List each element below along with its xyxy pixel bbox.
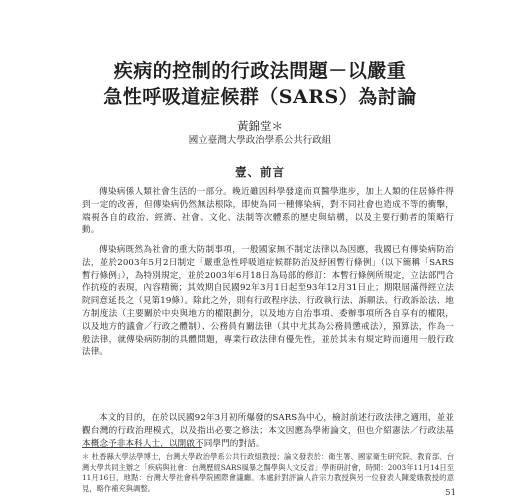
paragraph-text: 傳染病係人類社會生活的一部分。晚近雖因科學發達而頁醫學進步，加上人類的住居條件得到一定的改善，但傳染病仍然無法根除，即使為同一種傳染病，對不同社會也造成不等的衝擊，端視各自的政治、經濟、社會、文化、法制等次體系的歷史與結構，以及主要行動者的策略行動。	[82, 187, 454, 236]
footnote-divider	[82, 447, 202, 448]
paragraph-text: 傳染病既然為社會的重大防制事項，一般國家無不制定法律以為因應，我國已有傳染病防治法，並於2003年5月2日制定「嚴重急性呼吸道症候群防治及紓困暫行條例」（以下簡稱「SARS暫行條例」），為特別規定，並於2003年6月18日為局部的修訂：本暫行條例所規定，立法部門合作抗疫的表現，內容精簡；其效期自民國92年3月1日起至93年12月31日止；期限屆滿得經立法院同意延長之（見第19條）。除此之外，則有行政程序法、行政執行法、訴願法、行政訴訟法、地方制度法（主要關於中央與地方的權限劃分，以及地方自治事項、委辦事項所各自享有的權限，以及地方的議會／行政之體制）、公務員有關法律（其中尤其為公務員懲戒法），預算法，作為一般法律，就傳染病防制的具體問題，專業行政法律有優先性，並於其未有規定時而適用一般行政法律。	[82, 245, 454, 358]
page-number: 51	[445, 488, 456, 498]
paper-title-line-1: 疾病的控制的行政法問題－以嚴重	[113, 60, 407, 82]
body-paragraph-2	[82, 244, 454, 359]
paper-title-line-2: 急性呼吸道症候群（SARS）為討論	[103, 86, 417, 108]
section-heading: 壹、前言	[235, 165, 285, 179]
footnote-text: ＊ 杜香縣大學法學博士，台灣大學政治學系公共行政組教授；論文發表於：衛生署、國家衛生研究院、教育部、台灣大學共同主辦之「疾病與社會：台灣歷經SARS風暴之醫學與人文反省」學術研討會，時間：2003年11月14日至11月16日，地點：台灣大學社會科學院國際會議廳。本處針對評論人許宗力教授與另一位發表人陳愛娥教授的意見，略作補充與調整。	[82, 452, 454, 493]
body-paragraph-3	[82, 412, 454, 450]
body-paragraph-1	[82, 186, 454, 237]
author-name: 黃錦堂＊	[237, 119, 283, 133]
author-affiliation: 國立臺灣大學政治學系公共行政組	[188, 135, 332, 146]
paragraph-text: 本文的目的，在於以民國92年3月初所爆發的SARS為中心，檢討前述行政法律之適用，並並觀台灣的行政治理模式，以及指出必要之修法；本文因應為學術論文，但也介紹憲法／行政法基本概念予非本科人士，以開啟不同學門的對話。	[82, 413, 454, 449]
